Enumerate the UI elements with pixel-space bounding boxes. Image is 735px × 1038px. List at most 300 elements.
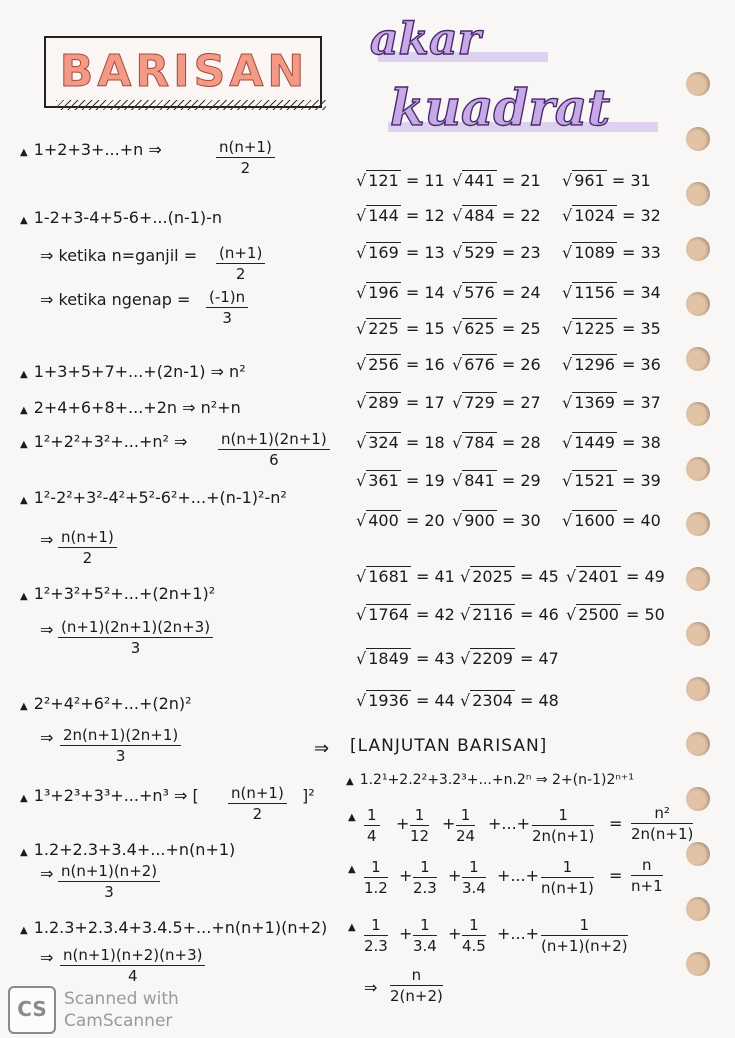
root-value: 18	[424, 433, 445, 452]
equals-sign: =	[400, 433, 425, 452]
fraction-numerator: (-1)n	[206, 288, 248, 308]
equals-sign: =	[620, 567, 645, 586]
bullet: ▲	[348, 812, 356, 823]
root-value: 21	[520, 171, 541, 190]
fraction-denominator: 4	[367, 827, 377, 845]
formula-expression: 1³+2³+3³+...+n³ ⇒ [	[33, 786, 199, 805]
equals-sign: =	[400, 393, 425, 412]
root-value: 22	[520, 206, 541, 225]
radical-sign: √	[356, 691, 367, 710]
radical-sign: √	[460, 605, 471, 624]
binder-hole	[686, 402, 710, 426]
formula-expression: 1.2.3+2.3.4+3.4.5+...+n(n+1)(n+2)	[33, 918, 328, 937]
radical-sign: √	[562, 471, 573, 490]
formula-line	[20, 840, 235, 859]
radicand: 361	[368, 471, 399, 490]
series-fraction	[413, 858, 437, 897]
radical-sign: √	[356, 243, 367, 262]
square-root-entry	[566, 566, 665, 586]
radicand: 529	[464, 243, 495, 262]
radical-sign: √	[460, 649, 471, 668]
square-root-entry	[562, 318, 661, 338]
fraction-numerator: 1	[364, 858, 388, 878]
radical-sign: √	[356, 319, 367, 338]
bullet: ▲	[348, 864, 356, 875]
radical-sign: √	[452, 433, 463, 452]
root-value: 50	[644, 605, 665, 624]
formula-line	[20, 584, 215, 603]
equals-sign: =	[616, 319, 641, 338]
binder-hole	[686, 952, 710, 976]
square-root-entry	[460, 648, 559, 668]
script-title-kuadrat: kuadrat	[390, 78, 611, 137]
square-root-entry	[452, 432, 541, 452]
radical-sign: √	[356, 471, 367, 490]
equals-sign: =	[400, 243, 425, 262]
radicand: 784	[464, 433, 495, 452]
radicand: 729	[464, 393, 495, 412]
binder-hole	[686, 347, 710, 371]
square-root-entry	[562, 432, 661, 452]
root-value: 37	[640, 393, 661, 412]
radical-sign: √	[452, 171, 463, 190]
bullet: ▲	[20, 701, 28, 712]
square-root-entry	[356, 282, 445, 302]
square-root-entry	[562, 510, 661, 530]
formula-expression: 1²+3²+5²+...+(2n+1)²	[33, 584, 216, 603]
root-value: 41	[434, 567, 455, 586]
root-value: 36	[640, 355, 661, 374]
binder-hole	[686, 512, 710, 536]
formula-expression: 1+2+3+...+n ⇒	[33, 140, 162, 159]
formula-line	[40, 948, 53, 967]
radical-sign: √	[460, 567, 471, 586]
square-root-entry	[562, 392, 661, 412]
formula-fraction	[216, 244, 265, 283]
operator: +...+	[497, 866, 540, 885]
radicand: 1024	[574, 206, 615, 225]
fraction-numerator: n²	[631, 804, 693, 824]
bullet: ▲	[20, 925, 28, 936]
radicand: 2401	[578, 567, 619, 586]
equals-sign: =	[496, 171, 521, 190]
radicand: 1089	[574, 243, 615, 262]
section-arrow: ⇒	[314, 738, 330, 759]
root-value: 27	[520, 393, 541, 412]
fraction-denominator: 24	[456, 827, 476, 845]
radicand: 1369	[574, 393, 615, 412]
formula-fraction	[58, 528, 117, 567]
formula-fraction	[60, 946, 205, 985]
fraction-denominator: 1.2	[364, 879, 388, 897]
square-root-entry	[356, 354, 445, 374]
fraction-denominator: 4.5	[462, 937, 486, 955]
square-root-entry	[356, 566, 455, 586]
equals-sign: =	[606, 171, 631, 190]
radicand: 484	[464, 206, 495, 225]
watermark-line2: CamScanner	[64, 1011, 173, 1031]
equals-sign: =	[410, 605, 435, 624]
radical-sign: √	[562, 206, 573, 225]
formula-expression: ⇒	[40, 864, 54, 883]
fraction-numerator: 2n(n+1)(2n+1)	[60, 726, 181, 746]
binder-hole	[686, 622, 710, 646]
root-value: 28	[520, 433, 541, 452]
radical-sign: √	[356, 355, 367, 374]
formula-expression: 2+4+6+8+...+2n ⇒ n²+n	[33, 398, 241, 417]
bullet: ▲	[20, 405, 28, 416]
formula-line	[40, 728, 53, 747]
formula-line	[20, 432, 187, 451]
radicand: 2116	[472, 605, 513, 624]
binder-hole	[686, 72, 710, 96]
fraction-denominator: 3	[130, 639, 141, 657]
radicand: 400	[368, 511, 399, 530]
square-root-entry	[452, 510, 541, 530]
root-value: 12	[424, 206, 445, 225]
equals-sign: =	[496, 319, 521, 338]
equals-sign: =	[496, 393, 521, 412]
formula-expression: ⇒	[40, 948, 54, 967]
equals-sign: =	[496, 355, 521, 374]
equals-sign: =	[496, 283, 521, 302]
root-value: 14	[424, 283, 445, 302]
formula-line	[40, 864, 53, 883]
fraction-denominator: 2(n+2)	[390, 987, 443, 1005]
square-root-entry	[562, 470, 661, 490]
series-fraction	[532, 806, 594, 845]
radical-sign: √	[356, 206, 367, 225]
square-root-entry	[356, 604, 455, 624]
equals-sign: =	[514, 649, 539, 668]
script-title-akar: akar	[370, 14, 481, 65]
binder-hole	[686, 732, 710, 756]
radicand: 441	[464, 171, 495, 190]
formula-fraction	[218, 430, 330, 469]
radicand: 256	[368, 355, 399, 374]
formula-expression: ⇒	[40, 620, 54, 639]
equals-sign: =	[616, 433, 641, 452]
radical-sign: √	[356, 171, 367, 190]
radicand: 169	[368, 243, 399, 262]
root-value: 46	[538, 605, 559, 624]
fraction-numerator: n	[631, 856, 663, 876]
series-fraction	[364, 858, 388, 897]
root-value: 34	[640, 283, 661, 302]
equals-sign: =	[496, 433, 521, 452]
formula-expression: 1²+2²+3²+...+n² ⇒	[33, 432, 188, 451]
series-fraction	[364, 916, 388, 955]
radicand: 324	[368, 433, 399, 452]
radical-sign: √	[452, 283, 463, 302]
equals-sign: =	[410, 567, 435, 586]
fraction-numerator: 1	[456, 806, 475, 826]
fraction-numerator: 1	[413, 916, 437, 936]
formula-line	[40, 620, 53, 639]
radicand: 1156	[574, 283, 615, 302]
series-fraction	[413, 916, 437, 955]
formula-expression: ⇒	[40, 728, 54, 747]
root-value: 17	[424, 393, 445, 412]
root-value: 44	[434, 691, 455, 710]
bullet: ▲	[20, 591, 28, 602]
root-value: 13	[424, 243, 445, 262]
root-value: 45	[538, 567, 559, 586]
radical-sign: √	[562, 171, 573, 190]
formula-expression: 1.2+2.3+3.4+...+n(n+1)	[33, 840, 236, 859]
radicand: 1849	[368, 649, 409, 668]
fraction-denominator: n(n+1)	[541, 879, 594, 897]
fraction-denominator: 2	[252, 805, 263, 823]
square-root-entry	[562, 282, 661, 302]
square-root-entry	[452, 392, 541, 412]
fraction-numerator: 1	[410, 806, 429, 826]
square-root-entry	[562, 354, 661, 374]
fraction-numerator: n(n+1)(2n+1)	[218, 430, 330, 450]
formula-expression: 2²+4²+6²+...+(2n)²	[33, 694, 192, 713]
formula-line	[20, 398, 241, 417]
fraction-denominator: 2.3	[413, 879, 437, 897]
equals-sign: =	[410, 649, 435, 668]
root-value: 20	[424, 511, 445, 530]
square-root-entry	[356, 690, 455, 710]
square-root-entry	[356, 242, 445, 262]
equals-sign: =	[616, 243, 641, 262]
fraction-numerator: (n+1)(2n+1)(2n+3)	[58, 618, 213, 638]
radicand: 1936	[368, 691, 409, 710]
title-box-shadow	[56, 100, 326, 110]
radicand: 625	[464, 319, 495, 338]
series-result	[390, 966, 443, 1005]
radical-sign: √	[452, 319, 463, 338]
radicand: 2304	[472, 691, 513, 710]
root-value: 26	[520, 355, 541, 374]
root-value: 16	[424, 355, 445, 374]
formula-expression: 1²-2²+3²-4²+5²-6²+...+(n-1)²-n²	[33, 488, 287, 507]
formula-expression: 1+3+5+7+...+(2n-1) ⇒ n²	[33, 362, 246, 381]
operator: +	[399, 924, 413, 943]
square-root-entry	[452, 170, 541, 190]
formula-fraction	[216, 138, 275, 177]
formula-line	[20, 488, 287, 507]
fraction-numerator: 1	[462, 916, 486, 936]
page-title: BARISAN	[59, 46, 309, 97]
root-value: 29	[520, 471, 541, 490]
fraction-denominator: 3	[222, 309, 232, 327]
root-value: 31	[630, 171, 651, 190]
title-box	[44, 36, 322, 108]
equals-sign: =	[620, 605, 645, 624]
root-value: 32	[640, 206, 661, 225]
fraction-numerator: n	[390, 966, 443, 986]
root-value: 30	[520, 511, 541, 530]
radicand: 289	[368, 393, 399, 412]
square-root-entry	[356, 318, 445, 338]
radicand: 1521	[574, 471, 615, 490]
formula-fraction	[58, 862, 160, 901]
fraction-denominator: 2n(n+1)	[532, 827, 595, 845]
fraction-denominator: n+1	[631, 877, 663, 895]
square-root-entry	[452, 318, 541, 338]
square-root-entry	[460, 566, 559, 586]
square-root-entry	[356, 648, 455, 668]
equals-sign: =	[400, 511, 425, 530]
radicand: 196	[368, 283, 399, 302]
fraction-numerator: n(n+1)	[228, 784, 287, 804]
formula-expression: ⇒ ketika ngenap =	[40, 290, 191, 309]
radical-sign: √	[452, 355, 463, 374]
fraction-numerator: n(n+1)(n+2)(n+3)	[60, 946, 205, 966]
formula-line	[20, 362, 246, 381]
equals-sign: =	[616, 511, 641, 530]
operator: +	[448, 924, 462, 943]
operator: +	[396, 814, 410, 833]
equals-sign: =	[616, 283, 641, 302]
radical-sign: √	[356, 605, 367, 624]
series-fraction	[462, 916, 486, 955]
series-fraction	[541, 858, 594, 897]
radical-sign: √	[356, 393, 367, 412]
binder-hole	[686, 677, 710, 701]
radical-sign: √	[452, 511, 463, 530]
formula-line	[20, 694, 192, 713]
equals-sign: =	[410, 691, 435, 710]
radical-sign: √	[460, 691, 471, 710]
result-arrow: ⇒	[364, 978, 378, 997]
equals-sign: =	[400, 355, 425, 374]
fraction-denominator: 3	[115, 747, 126, 765]
camscanner-logo: CS	[8, 986, 56, 1034]
fraction-numerator: 1	[364, 916, 388, 936]
radicand: 144	[368, 206, 399, 225]
formula-line	[40, 530, 53, 549]
fraction-numerator: 1	[532, 806, 594, 826]
radical-sign: √	[452, 471, 463, 490]
radical-sign: √	[562, 433, 573, 452]
radical-sign: √	[562, 355, 573, 374]
fraction-numerator: 1	[541, 916, 628, 936]
formula-expression: ⇒ ketika n=ganjil =	[40, 246, 198, 265]
formula-fraction	[60, 726, 181, 765]
fraction-numerator: 1	[541, 858, 594, 878]
formula-line	[20, 140, 162, 159]
equals-sign: =	[514, 691, 539, 710]
watermark-line1: Scanned with	[64, 989, 179, 1009]
root-value: 47	[538, 649, 559, 668]
radicand: 900	[464, 511, 495, 530]
fraction-denominator: 6	[269, 451, 279, 469]
bullet: ▲	[20, 495, 28, 506]
radical-sign: √	[452, 206, 463, 225]
square-root-entry	[562, 170, 651, 190]
camscanner-watermark	[64, 988, 179, 1032]
fraction-numerator: (n+1)	[216, 244, 265, 264]
binder-hole	[686, 292, 710, 316]
bullet: ▲	[20, 793, 28, 804]
radicand: 2500	[578, 605, 619, 624]
radical-sign: √	[452, 243, 463, 262]
operator: +	[442, 814, 456, 833]
series-result	[631, 856, 663, 895]
operator: +	[448, 866, 462, 885]
bullet: ▲	[20, 147, 28, 158]
equals-sign: =	[609, 866, 623, 885]
formula-line	[20, 918, 327, 937]
bullet: ▲	[20, 215, 28, 226]
square-root-entry	[566, 604, 665, 624]
operator: +...+	[497, 924, 540, 943]
binder-hole	[686, 182, 710, 206]
binder-hole	[686, 842, 710, 866]
fraction-denominator: 2	[235, 265, 246, 283]
bullet: ▲	[346, 776, 354, 787]
root-value: 38	[640, 433, 661, 452]
formula-fraction	[58, 618, 213, 657]
fraction-denominator: 3.4	[413, 937, 437, 955]
fraction-numerator: 1	[413, 858, 437, 878]
root-value: 11	[424, 171, 445, 190]
radicand: 1225	[574, 319, 615, 338]
equals-sign: =	[400, 283, 425, 302]
radicand: 1449	[574, 433, 615, 452]
series-expression: 1.2¹+2.2²+3.2³+...+n.2ⁿ ⇒ 2+(n-1)2ⁿ⁺¹	[359, 772, 634, 788]
binder-hole	[686, 127, 710, 151]
fraction-denominator: 4	[127, 967, 138, 985]
radical-sign: √	[356, 649, 367, 668]
radicand: 1764	[368, 605, 409, 624]
root-value: 33	[640, 243, 661, 262]
fraction-denominator: 3	[104, 883, 114, 901]
root-value: 43	[434, 649, 455, 668]
radicand: 1681	[368, 567, 409, 586]
radical-sign: √	[562, 283, 573, 302]
equals-sign: =	[616, 206, 641, 225]
square-root-entry	[452, 282, 541, 302]
fraction-denominator: 2	[240, 159, 251, 177]
series-fraction	[410, 806, 429, 845]
square-root-entry	[452, 242, 541, 262]
square-root-entry	[356, 170, 445, 190]
formula-line	[40, 246, 197, 265]
square-root-entry	[452, 205, 541, 225]
bullet: ▲	[20, 847, 28, 858]
equals-sign: =	[616, 471, 641, 490]
fraction-denominator: (n+1)(n+2)	[541, 937, 628, 955]
root-value: 25	[520, 319, 541, 338]
section-heading: [LANJUTAN BARISAN]	[350, 736, 548, 756]
series-fraction	[541, 916, 628, 955]
formula-fraction	[206, 288, 248, 327]
root-value: 24	[520, 283, 541, 302]
equals-sign: =	[400, 471, 425, 490]
operator: +...+	[488, 814, 531, 833]
fraction-denominator: 12	[410, 827, 430, 845]
fraction-denominator: 3.4	[462, 879, 486, 897]
formula-expression: 1-2+3-4+5-6+...(n-1)-n	[33, 208, 223, 227]
radical-sign: √	[356, 511, 367, 530]
equals-sign: =	[616, 393, 641, 412]
radicand: 121	[368, 171, 399, 190]
root-value: 23	[520, 243, 541, 262]
radical-sign: √	[562, 511, 573, 530]
root-value: 48	[538, 691, 559, 710]
square-root-entry	[562, 205, 661, 225]
bullet: ▲	[20, 439, 28, 450]
root-value: 40	[640, 511, 661, 530]
radical-sign: √	[452, 393, 463, 412]
fraction-numerator: n(n+1)	[216, 138, 275, 158]
binder-hole	[686, 457, 710, 481]
